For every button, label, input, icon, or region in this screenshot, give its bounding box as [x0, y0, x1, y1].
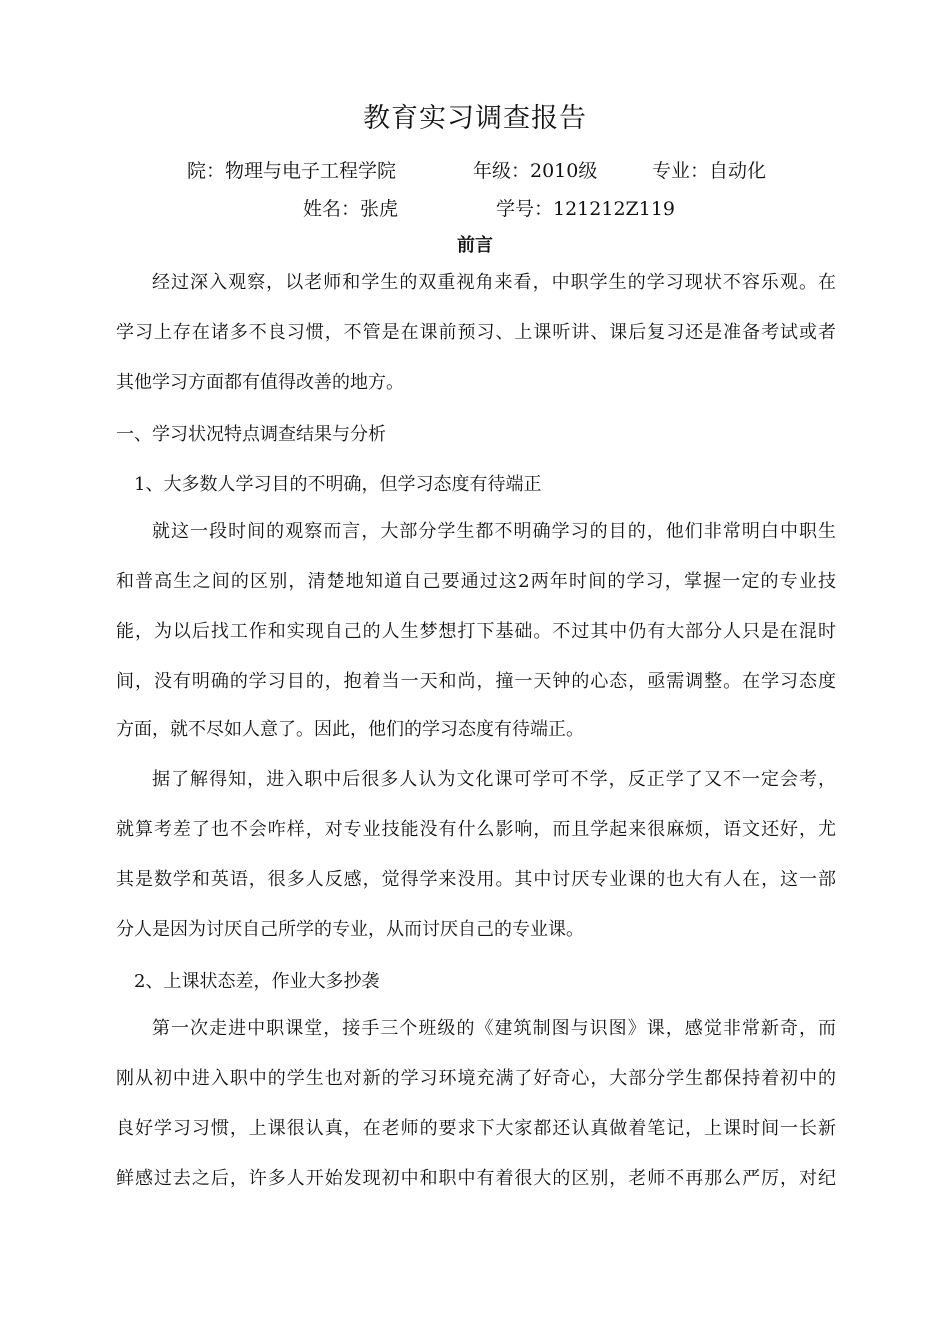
- college-info: 院：物理与电子工程学院: [187, 160, 397, 182]
- paragraph-line: 就这一段时间的观察而言，大部分学生都不明确学习的目的，他们非常明白中职生: [152, 521, 836, 542]
- paragraph-line: 方面，就不尽如人意了。因此，他们的学习态度有待端正。: [116, 719, 584, 740]
- major-info: 专业：自动化: [652, 160, 767, 182]
- paragraph-line: 第一次走进中职课堂，接手三个班级的《建筑制图与识图》课，感觉非常新奇，而: [152, 1018, 836, 1039]
- paragraph-line: 刚从初中进入职中的学生也对新的学习环境充满了好奇心，大部分学生都保持着初中的: [116, 1068, 836, 1089]
- student-name: 姓名：张虎: [303, 198, 399, 220]
- paragraph-line: 就算考差了也不会咋样，对专业技能没有什么影响，而且学起来很麻烦，语文还好，尤: [116, 819, 836, 840]
- paragraph-line: 鲜感过去之后，许多人开始发现初中和职中有着很大的区别，老师不再那么严厉，对纪: [116, 1168, 836, 1189]
- document-title: 教育实习调查报告: [363, 103, 587, 134]
- paragraph-line: 学习上存在诸多不良习惯，不管是在课前预习、上课听讲、课后复习还是准备考试或者: [116, 322, 836, 343]
- paragraph-line: 据了解得知，进入职中后很多人认为文化课可学可不学，反正学了又不一定会考，: [152, 769, 836, 790]
- paragraph-line: 分人是因为讨厌自己所学的专业，从而讨厌自己的专业课。: [116, 919, 584, 940]
- grade-info: 年级：2010级: [473, 160, 598, 182]
- paragraph-line: 经过深入观察，以老师和学生的双重视角来看，中职学生的学习现状不容乐观。在: [152, 272, 836, 293]
- paragraph-line: 能，为以后找工作和实现自己的人生梦想打下基础。不过其中仍有大部分人只是在混时: [116, 621, 836, 642]
- section-heading: 一、学习状况特点调查结果与分析: [116, 424, 386, 445]
- student-id: 学号：121212Z119: [496, 198, 675, 220]
- paragraph-line: 其是数学和英语，很多人反感，觉得学来没用。其中讨厌专业课的也大有人在，这一部: [116, 869, 836, 890]
- paragraph-line: 间，没有明确的学习目的，抱着当一天和尚，撞一天钟的心态，亟需调整。在学习态度: [116, 671, 836, 692]
- paragraph-line: 其他学习方面都有值得改善的地方。: [116, 372, 404, 393]
- subsection-heading: 2、上课状态差，作业大多抄袭: [134, 971, 380, 992]
- preface-heading: 前言: [457, 235, 493, 256]
- paragraph-line: 和普高生之间的区别，清楚地知道自己要通过这2两年时间的学习，掌握一定的专业技: [116, 571, 836, 592]
- paragraph-line: 良好学习习惯，上课很认真，在老师的要求下大家都还认真做着笔记，上课时间一长新: [116, 1118, 836, 1139]
- subsection-heading: 1、大多数人学习目的不明确，但学习态度有待端正: [134, 474, 542, 495]
